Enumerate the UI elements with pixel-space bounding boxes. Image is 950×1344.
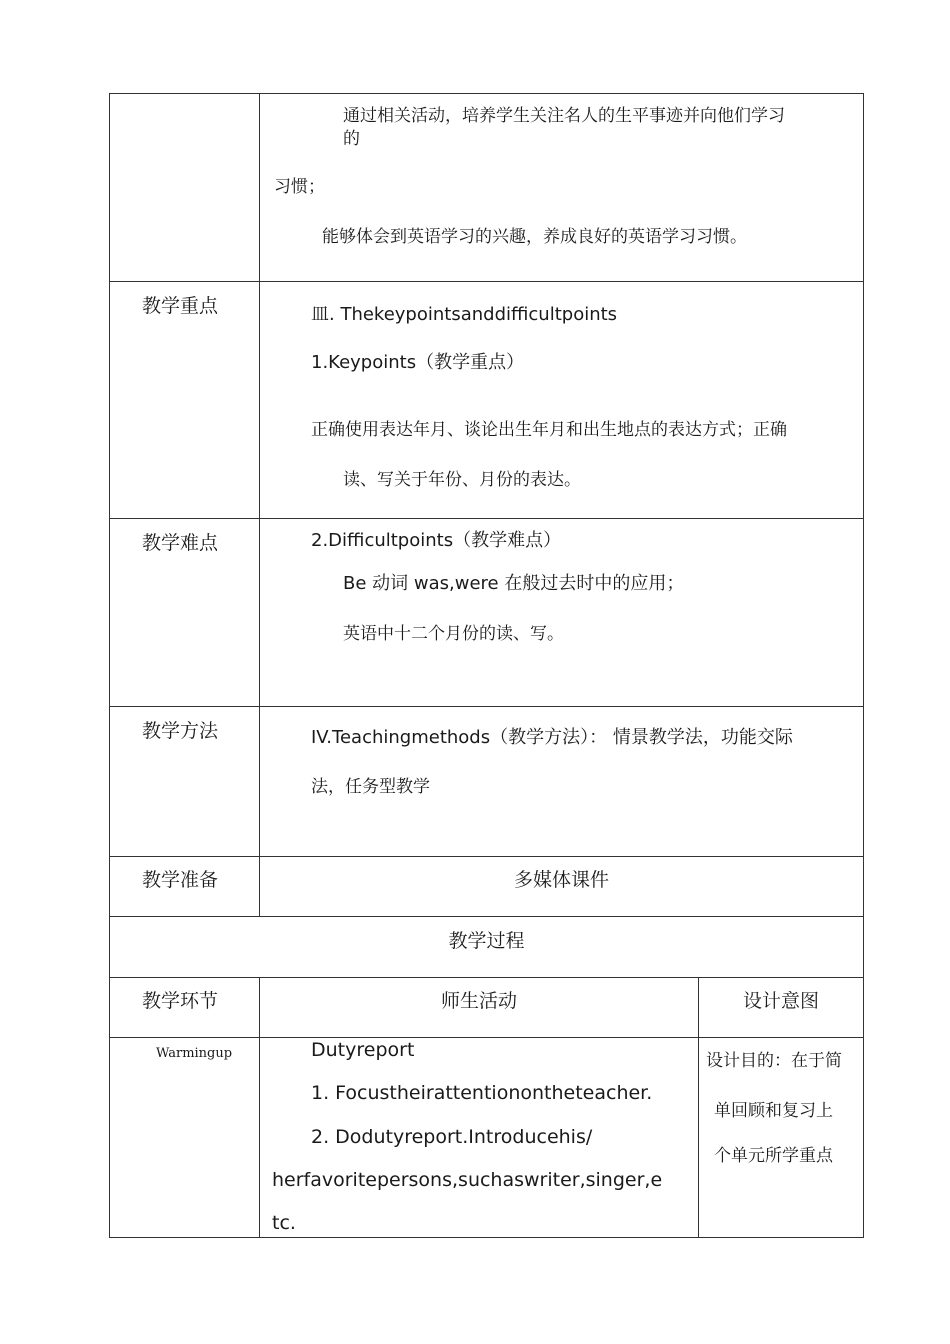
prep-value: 多媒体课件 xyxy=(513,869,609,891)
intent-line: 设计目的：在于简 xyxy=(706,1051,842,1071)
difficult-points-line: Be 动词 was,were 在般过去时中的应用； xyxy=(343,573,685,594)
col-border xyxy=(259,93,260,917)
intent-line: 单回顾和复习上 xyxy=(714,1101,833,1121)
row-border xyxy=(109,518,864,519)
row-border xyxy=(109,706,864,707)
section-heading: 皿. Thekeypointsanddifficultpoints xyxy=(311,304,618,325)
key-points-subheading: 1.Keypoints（教学重点） xyxy=(311,352,525,373)
key-points-label: 教学重点 xyxy=(142,295,219,317)
activity-item: herfavoritepersons,suchaswriter,singer,e xyxy=(272,1169,663,1191)
row-border xyxy=(109,281,864,282)
prep-label: 教学准备 xyxy=(142,869,219,891)
stage-warmingup: Warmingup xyxy=(156,1046,233,1061)
objective-line: 的 xyxy=(343,129,360,149)
col-border xyxy=(698,977,699,1238)
col-border xyxy=(109,93,110,1238)
difficult-points-label: 教学难点 xyxy=(142,532,219,554)
row-border xyxy=(109,977,864,978)
row-border xyxy=(109,93,864,94)
objective-line: 能够体会到英语学习的兴趣，养成良好的英语学习习惯。 xyxy=(322,227,747,247)
activity-title: Dutyreport xyxy=(311,1039,415,1061)
activity-item: 1. Focustheirattentionontheteacher. xyxy=(311,1082,653,1104)
process-title: 教学过程 xyxy=(448,930,525,952)
row-border xyxy=(109,916,864,917)
intent-line: 个单元所学重点 xyxy=(714,1146,833,1166)
col-border xyxy=(863,93,864,1238)
row-border xyxy=(109,1037,864,1038)
objective-line: 习惯； xyxy=(274,177,325,197)
col-header-stage: 教学环节 xyxy=(142,990,219,1012)
row-border xyxy=(109,1237,864,1238)
methods-line: 法，任务型教学 xyxy=(311,777,430,797)
methods-line: IV.Teachingmethods（教学方法）： 情景教学法，功能交际 xyxy=(311,727,793,748)
key-points-line: 读、写关于年份、月份的表达。 xyxy=(343,470,581,490)
difficult-points-line: 英语中十二个月份的读、写。 xyxy=(343,624,564,644)
row-border xyxy=(109,856,864,857)
difficult-points-subheading: 2.Difficultpoints（教学难点） xyxy=(311,530,562,551)
activity-item: 2. Dodutyreport.Introducehis/ xyxy=(311,1126,593,1148)
activity-item: tc. xyxy=(272,1212,296,1234)
col-header-intent: 设计意图 xyxy=(742,990,819,1012)
col-header-activity: 师生活动 xyxy=(440,990,517,1012)
methods-label: 教学方法 xyxy=(142,720,219,742)
key-points-line: 正确使用表达年月、谈论出生年月和出生地点的表达方式；正确 xyxy=(311,420,787,440)
col-border xyxy=(259,977,260,1238)
objective-line: 通过相关活动，培养学生关注名人的生平事迹并向他们学习 xyxy=(343,106,785,126)
